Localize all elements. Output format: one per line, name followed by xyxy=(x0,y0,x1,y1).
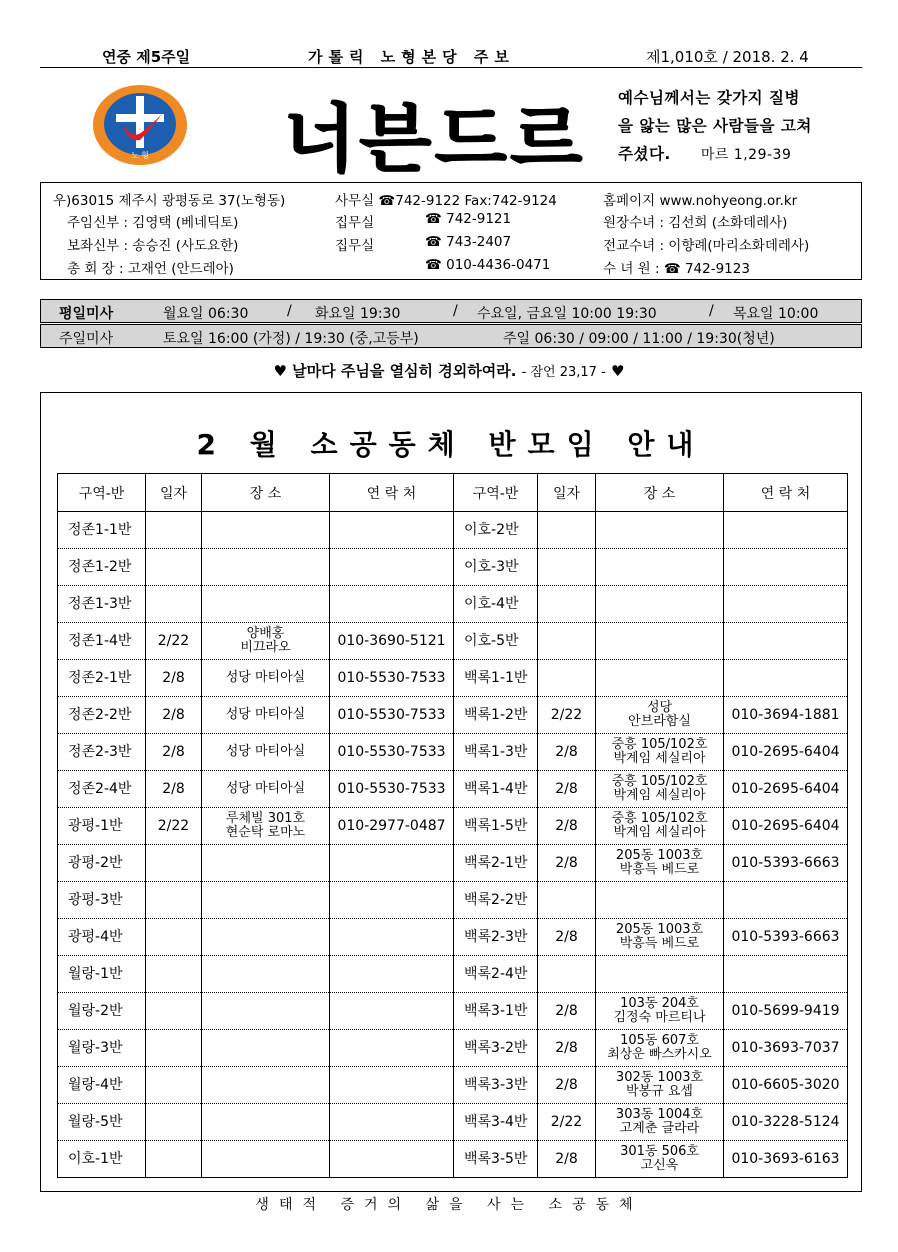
cell-date xyxy=(538,623,596,660)
table-row xyxy=(58,882,454,919)
cell-place: 성당 마티아실 xyxy=(202,697,330,734)
cell-date: 2/22 xyxy=(538,1104,596,1141)
cell-contact: 010-3693-6163 xyxy=(724,1141,848,1178)
cell-contact xyxy=(330,1067,454,1104)
cell-contact: 010-5530-7533 xyxy=(330,660,454,697)
cell-contact xyxy=(330,956,454,993)
cell-place xyxy=(202,1067,330,1104)
cell-date: 2/8 xyxy=(538,845,596,882)
cell-place: 205동 1003호 박흥득 베드로 xyxy=(596,919,724,956)
cell-area: 광평-2반 xyxy=(58,845,146,882)
pastor-office-label: 집무실 xyxy=(335,215,375,231)
cell-place: 105동 607호 최상운 빠스카시오 xyxy=(596,1030,724,1067)
cell-date: 2/22 xyxy=(146,623,202,660)
verse-line-1: 예수님께서는 갖가지 질병 xyxy=(618,89,800,107)
cell-date xyxy=(146,586,202,623)
cell-contact xyxy=(724,956,848,993)
separator: / xyxy=(287,303,292,319)
table-row xyxy=(454,1104,848,1141)
table-row xyxy=(454,697,848,734)
cell-place: 중흥 105/102호 박계임 세실리아 xyxy=(596,808,724,845)
cell-contact xyxy=(724,549,848,586)
motto xyxy=(0,360,898,381)
cell-contact xyxy=(330,1141,454,1178)
cell-area: 정존2-2반 xyxy=(58,697,146,734)
cell-area: 월랑-4반 xyxy=(58,1067,146,1104)
pastor-phone: ☎ 742-9121 xyxy=(425,211,512,227)
table-row xyxy=(454,1030,848,1067)
cell-date: 2/8 xyxy=(146,697,202,734)
table-row xyxy=(58,808,454,845)
table-row xyxy=(454,660,848,697)
cell-contact xyxy=(330,882,454,919)
cell-contact xyxy=(330,1104,454,1141)
assistant-office-label: 집무실 xyxy=(335,238,375,254)
cell-contact: 010-5393-6663 xyxy=(724,845,848,882)
cell-place xyxy=(202,845,330,882)
cell-contact xyxy=(330,993,454,1030)
cell-area: 이호-2반 xyxy=(454,512,538,549)
cell-date xyxy=(538,882,596,919)
cell-date: 2/8 xyxy=(538,808,596,845)
cell-area: 광평-3반 xyxy=(58,882,146,919)
cell-place xyxy=(202,956,330,993)
table-row xyxy=(58,919,454,956)
assistant-priest: 보좌신부 : 송승진 (사도요한) xyxy=(67,238,239,254)
top-bar xyxy=(40,44,862,68)
cell-date: 2/8 xyxy=(146,771,202,808)
table-row xyxy=(454,882,848,919)
cell-area: 정존1-3반 xyxy=(58,586,146,623)
cell-date xyxy=(146,882,202,919)
table-row xyxy=(454,512,848,549)
cell-area: 백록1-1반 xyxy=(454,660,538,697)
table-row xyxy=(58,586,454,623)
table-row xyxy=(454,845,848,882)
community-schedule-box xyxy=(40,392,862,1192)
cell-contact: 010-5699-9419 xyxy=(724,993,848,1030)
cell-area: 이호-3반 xyxy=(454,549,538,586)
table-row xyxy=(58,771,454,808)
table-row xyxy=(454,919,848,956)
cell-contact xyxy=(724,586,848,623)
cell-area: 백록2-3반 xyxy=(454,919,538,956)
verse-line-2: 을 앓는 많은 사람들을 고쳐 xyxy=(618,117,812,135)
cell-date xyxy=(538,549,596,586)
cell-place xyxy=(202,993,330,1030)
col-contact: 연 락 처 xyxy=(330,474,454,512)
cell-date xyxy=(146,845,202,882)
sunday-mass-label: 주일미사 xyxy=(59,331,114,347)
parish-info-box xyxy=(40,182,862,280)
weekday-thu: 목요일 10:00 xyxy=(733,306,819,322)
col-date: 일자 xyxy=(538,474,596,512)
cell-date xyxy=(146,549,202,586)
cell-place xyxy=(202,549,330,586)
cell-place: 루체빌 301호 현순탁 로마노 xyxy=(202,808,330,845)
cell-area: 백록3-1반 xyxy=(454,993,538,1030)
assistant-phone: ☎ 743-2407 xyxy=(425,234,512,250)
cell-contact xyxy=(330,919,454,956)
cell-contact xyxy=(330,1030,454,1067)
motto-reference: - 잠언 23,17 - xyxy=(521,365,606,380)
table-row xyxy=(454,586,848,623)
col-area: 구역-반 xyxy=(58,474,146,512)
homepage: 홈페이지 www.nohyeong.or.kr xyxy=(603,193,798,209)
col-contact: 연 락 처 xyxy=(724,474,848,512)
cell-place: 301동 506호 고신옥 xyxy=(596,1141,724,1178)
cell-place xyxy=(202,1141,330,1178)
cell-area: 백록1-5반 xyxy=(454,808,538,845)
bulletin-title: 너븐드르 xyxy=(284,96,586,182)
table-row xyxy=(58,1104,454,1141)
col-place: 장 소 xyxy=(202,474,330,512)
verse-reference: 마르 1,29-39 xyxy=(700,147,792,163)
cell-contact: 010-6605-3020 xyxy=(724,1067,848,1104)
cell-contact xyxy=(330,549,454,586)
table-row xyxy=(454,623,848,660)
cell-place: 303동 1004호 고계춘 글라라 xyxy=(596,1104,724,1141)
cell-area: 월랑-1반 xyxy=(58,956,146,993)
parish-logo-icon xyxy=(92,84,188,166)
cell-date xyxy=(146,993,202,1030)
cell-contact: 010-5393-6663 xyxy=(724,919,848,956)
sunday-times: 주일 06:30 / 09:00 / 11:00 / 19:30(청년) xyxy=(503,331,775,347)
issue-number: 제1,010호 / 2018. 2. 4 xyxy=(646,48,809,66)
cell-area: 이호-5반 xyxy=(454,623,538,660)
cell-contact xyxy=(724,882,848,919)
cell-date xyxy=(538,956,596,993)
schedule-table-right xyxy=(453,473,848,1178)
weekday-mass-label: 평일미사 xyxy=(59,306,114,322)
cell-area: 정존2-3반 xyxy=(58,734,146,771)
cell-contact: 010-2695-6404 xyxy=(724,808,848,845)
cell-place xyxy=(596,623,724,660)
office-phone: 사무실 ☎742-9122 Fax:742-9124 xyxy=(335,193,557,209)
table-row xyxy=(58,660,454,697)
cell-area: 광평-1반 xyxy=(58,808,146,845)
cell-area: 정존1-2반 xyxy=(58,549,146,586)
cell-contact: 010-3694-1881 xyxy=(724,697,848,734)
cell-date xyxy=(538,586,596,623)
table-row xyxy=(58,549,454,586)
cell-contact: 010-3693-7037 xyxy=(724,1030,848,1067)
cell-area: 월랑-3반 xyxy=(58,1030,146,1067)
cell-date: 2/8 xyxy=(538,1030,596,1067)
convent-phone: 수 녀 원 : ☎ 742-9123 xyxy=(603,261,750,277)
cell-area: 이호-4반 xyxy=(454,586,538,623)
table-row xyxy=(58,734,454,771)
verse-line-3: 주셨다. xyxy=(618,145,671,163)
cell-contact: 010-5530-7533 xyxy=(330,697,454,734)
cell-contact: 010-5530-7533 xyxy=(330,734,454,771)
cell-date: 2/8 xyxy=(538,1067,596,1104)
cell-area: 백록2-1반 xyxy=(454,845,538,882)
footer-slogan: 생태적 증거의 삶을 사는 소공동체 xyxy=(255,1197,643,1213)
schedule-title: 2 월 소공동체 반모임 안내 xyxy=(196,428,706,461)
cell-place: 중흥 105/102호 박계임 세실리아 xyxy=(596,771,724,808)
weekday-mon: 월요일 06:30 xyxy=(163,306,249,322)
cell-date xyxy=(538,660,596,697)
motto-text: ♥ 날마다 주님을 열심히 경외하여라. xyxy=(273,362,517,380)
cell-date: 2/8 xyxy=(146,660,202,697)
bulletin-name: 가톨릭 노형본당 주보 xyxy=(308,48,515,66)
cell-area: 월랑-2반 xyxy=(58,993,146,1030)
separator: / xyxy=(709,303,714,319)
cell-date: 2/22 xyxy=(538,697,596,734)
address: 우)63015 제주시 광평동로 37(노형동) xyxy=(53,193,286,209)
cell-place xyxy=(596,549,724,586)
cell-area: 정존1-1반 xyxy=(58,512,146,549)
cell-area: 백록3-2반 xyxy=(454,1030,538,1067)
cell-place xyxy=(596,882,724,919)
table-row xyxy=(454,549,848,586)
head-sister: 원장수녀 : 김선희 (소화데레사) xyxy=(603,215,788,231)
table-row xyxy=(454,993,848,1030)
week-label: 연중 제5주일 xyxy=(102,48,191,66)
cell-place xyxy=(202,882,330,919)
col-date: 일자 xyxy=(146,474,202,512)
cell-place: 성당 마티아실 xyxy=(202,660,330,697)
cell-contact xyxy=(724,623,848,660)
cell-contact xyxy=(330,586,454,623)
cell-contact: 010-5530-7533 xyxy=(330,771,454,808)
cell-place xyxy=(202,512,330,549)
table-row xyxy=(58,1067,454,1104)
sunday-mass-bar xyxy=(40,324,862,348)
cell-place: 중흥 105/102호 박계임 세실리아 xyxy=(596,734,724,771)
cell-contact: 010-3690-5121 xyxy=(330,623,454,660)
cell-place: 103동 204호 김정숙 마르티나 xyxy=(596,993,724,1030)
cell-place xyxy=(596,660,724,697)
cell-date xyxy=(146,1067,202,1104)
cell-contact: 010-3228-5124 xyxy=(724,1104,848,1141)
president-phone: ☎ 010-4436-0471 xyxy=(425,257,551,273)
table-row xyxy=(58,512,454,549)
cell-area: 정존2-1반 xyxy=(58,660,146,697)
cell-date xyxy=(146,956,202,993)
weekday-wed-fri: 수요일, 금요일 10:00 19:30 xyxy=(477,306,657,322)
cell-contact xyxy=(330,845,454,882)
cell-date: 2/22 xyxy=(146,808,202,845)
cell-area: 정존2-4반 xyxy=(58,771,146,808)
weekday-tue: 화요일 19:30 xyxy=(315,306,401,322)
table-row xyxy=(58,956,454,993)
cell-area: 광평-4반 xyxy=(58,919,146,956)
table-row xyxy=(58,845,454,882)
cell-area: 백록1-4반 xyxy=(454,771,538,808)
cell-contact: 010-2695-6404 xyxy=(724,734,848,771)
table-row xyxy=(454,1141,848,1178)
table-row xyxy=(58,1030,454,1067)
cell-place xyxy=(596,586,724,623)
mission-sister: 전교수녀 : 이향례(마리소화데레사) xyxy=(603,238,810,254)
cell-contact: 010-2977-0487 xyxy=(330,808,454,845)
gospel-verse xyxy=(618,84,868,169)
cell-date: 2/8 xyxy=(538,919,596,956)
cell-date xyxy=(146,512,202,549)
table-row xyxy=(58,993,454,1030)
cell-area: 정존1-4반 xyxy=(58,623,146,660)
cell-date: 2/8 xyxy=(538,734,596,771)
cell-place: 205동 1003호 박흥득 베드로 xyxy=(596,845,724,882)
sunday-saturday: 토요일 16:00 (가정) / 19:30 (중,고등부) xyxy=(163,331,419,347)
table-row xyxy=(454,956,848,993)
cell-area: 백록2-4반 xyxy=(454,956,538,993)
cell-place: 성당 안브라함실 xyxy=(596,697,724,734)
cell-place xyxy=(596,512,724,549)
cell-place: 성당 마티아실 xyxy=(202,734,330,771)
cell-place xyxy=(202,1104,330,1141)
schedule-table-left xyxy=(57,473,454,1178)
cell-date: 2/8 xyxy=(146,734,202,771)
cell-area: 이호-1반 xyxy=(58,1141,146,1178)
cell-contact xyxy=(724,660,848,697)
table-row xyxy=(454,771,848,808)
cell-date: 2/8 xyxy=(538,771,596,808)
cell-contact xyxy=(724,512,848,549)
col-area: 구역-반 xyxy=(454,474,538,512)
cell-contact: 010-2695-6404 xyxy=(724,771,848,808)
table-row xyxy=(58,697,454,734)
cell-area: 백록3-3반 xyxy=(454,1067,538,1104)
weekday-mass-bar xyxy=(40,299,862,323)
logo-text: 노 형 xyxy=(131,151,149,160)
table-row xyxy=(454,734,848,771)
cell-date xyxy=(146,1141,202,1178)
col-place: 장 소 xyxy=(596,474,724,512)
heart-icon: ♥ xyxy=(611,362,625,380)
cell-place xyxy=(202,919,330,956)
cell-date: 2/8 xyxy=(538,1141,596,1178)
cell-date xyxy=(146,1030,202,1067)
cell-place xyxy=(596,956,724,993)
pastor: 주임신부 : 김영택 (베네딕토) xyxy=(67,215,239,231)
cell-area: 월랑-5반 xyxy=(58,1104,146,1141)
cell-area: 백록2-2반 xyxy=(454,882,538,919)
table-row xyxy=(58,623,454,660)
cell-place: 성당 마티아실 xyxy=(202,771,330,808)
cell-area: 백록1-2반 xyxy=(454,697,538,734)
cell-contact xyxy=(330,512,454,549)
cell-area: 백록1-3반 xyxy=(454,734,538,771)
cell-date xyxy=(538,512,596,549)
separator: / xyxy=(453,303,458,319)
council-president: 총 회 장 : 고재언 (안드레아) xyxy=(67,261,234,277)
cell-date xyxy=(146,919,202,956)
cell-date: 2/8 xyxy=(538,993,596,1030)
table-row xyxy=(58,1141,454,1178)
cell-place: 양배홍 비끄라오 xyxy=(202,623,330,660)
cell-area: 백록3-5반 xyxy=(454,1141,538,1178)
cell-place xyxy=(202,586,330,623)
cell-place: 302동 1003호 박봉규 요셉 xyxy=(596,1067,724,1104)
table-row xyxy=(454,1067,848,1104)
table-row xyxy=(454,808,848,845)
cell-date xyxy=(146,1104,202,1141)
cell-place xyxy=(202,1030,330,1067)
cell-area: 백록3-4반 xyxy=(454,1104,538,1141)
